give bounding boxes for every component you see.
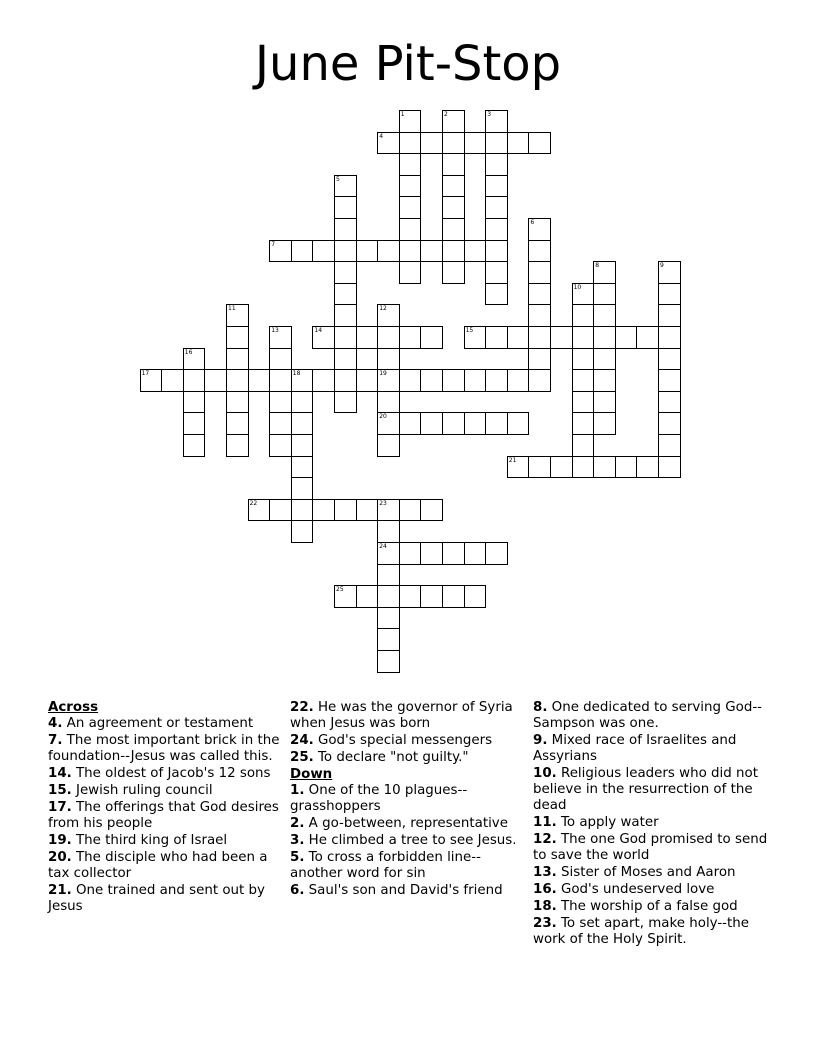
grid-cell[interactable] bbox=[226, 369, 249, 392]
clue-item bbox=[290, 783, 518, 815]
grid-cell[interactable] bbox=[312, 326, 335, 349]
grid-cell[interactable] bbox=[399, 542, 422, 565]
grid-cell[interactable] bbox=[485, 132, 508, 155]
clue-item bbox=[533, 916, 773, 948]
grid-cell[interactable] bbox=[442, 110, 465, 133]
grid-cell[interactable] bbox=[399, 585, 422, 608]
grid-cell[interactable] bbox=[658, 369, 681, 392]
grid-cell[interactable] bbox=[377, 132, 400, 155]
grid-cell[interactable] bbox=[658, 434, 681, 457]
grid-cell[interactable] bbox=[442, 412, 465, 435]
grid-cell[interactable] bbox=[226, 348, 249, 371]
grid-cell[interactable] bbox=[442, 196, 465, 219]
clues-column-2 bbox=[290, 700, 518, 900]
grid-cell[interactable] bbox=[312, 240, 335, 263]
clue-number-label: 12. bbox=[533, 832, 557, 847]
grid-cell[interactable] bbox=[334, 196, 357, 219]
clue-number-label: 25. bbox=[290, 750, 314, 765]
clue-number-label: 22. bbox=[290, 700, 314, 715]
clue-number-label: 17. bbox=[48, 800, 72, 815]
grid-cell[interactable] bbox=[572, 456, 595, 479]
clue-number-label: 8. bbox=[533, 700, 548, 715]
clue-item bbox=[533, 815, 773, 831]
grid-cell[interactable] bbox=[550, 326, 573, 349]
clue-text: The worship of a false god bbox=[556, 899, 738, 914]
grid-cell[interactable] bbox=[442, 218, 465, 241]
grid-cell[interactable] bbox=[528, 132, 551, 155]
grid-cell[interactable] bbox=[485, 175, 508, 198]
grid-cell[interactable] bbox=[356, 499, 379, 522]
grid-cell[interactable] bbox=[658, 391, 681, 414]
grid-cell[interactable] bbox=[442, 369, 465, 392]
grid-cell[interactable] bbox=[658, 261, 681, 284]
grid-cell[interactable] bbox=[485, 110, 508, 133]
clue-number: 16 bbox=[184, 348, 193, 356]
clue-number: 22 bbox=[249, 499, 258, 507]
clue-text: God's undeserved love bbox=[556, 882, 715, 897]
page-title: June Pit-Stop bbox=[254, 36, 562, 92]
grid-cell[interactable] bbox=[356, 585, 379, 608]
grid-cell[interactable] bbox=[377, 564, 400, 587]
grid-cell[interactable] bbox=[485, 240, 508, 263]
grid-cell[interactable] bbox=[269, 240, 292, 263]
grid-cell[interactable] bbox=[572, 391, 595, 414]
grid-cell[interactable] bbox=[420, 585, 443, 608]
grid-cell[interactable] bbox=[377, 628, 400, 651]
clue-number: 25 bbox=[336, 586, 344, 594]
grid-cell[interactable] bbox=[507, 456, 530, 479]
clue-item bbox=[48, 766, 280, 782]
clue-number-label: 21. bbox=[48, 883, 72, 898]
clue-number-label: 13. bbox=[533, 865, 557, 880]
grid-cell[interactable] bbox=[291, 477, 314, 500]
grid-cell[interactable] bbox=[226, 434, 249, 457]
grid-cell[interactable] bbox=[334, 175, 357, 198]
clue-item bbox=[533, 733, 773, 765]
grid-cell[interactable] bbox=[658, 456, 681, 479]
grid-cell[interactable] bbox=[442, 175, 465, 198]
clue-number: 17 bbox=[141, 370, 150, 378]
grid-cell[interactable] bbox=[399, 412, 422, 435]
grid-cell[interactable] bbox=[507, 132, 530, 155]
grid-cell[interactable] bbox=[658, 283, 681, 306]
grid-cell[interactable] bbox=[334, 240, 357, 263]
grid-cell[interactable] bbox=[399, 326, 422, 349]
across-clue-list bbox=[48, 716, 280, 915]
clue-number: 8 bbox=[595, 262, 600, 270]
grid-cell[interactable] bbox=[550, 456, 573, 479]
grid-cell[interactable] bbox=[377, 585, 400, 608]
grid-cell[interactable] bbox=[420, 369, 443, 392]
grid-cell[interactable] bbox=[528, 348, 551, 371]
clue-number: 13 bbox=[271, 327, 279, 334]
grid-cell[interactable] bbox=[442, 153, 465, 176]
grid-cell[interactable] bbox=[593, 369, 616, 392]
grid-cell[interactable] bbox=[464, 326, 487, 349]
grid-cell[interactable] bbox=[572, 369, 595, 392]
clue-item bbox=[290, 833, 518, 849]
grid-cell[interactable] bbox=[312, 369, 335, 392]
grid-cell[interactable] bbox=[615, 326, 638, 349]
grid-cell[interactable] bbox=[593, 456, 616, 479]
clue-item bbox=[48, 850, 280, 882]
grid-cell[interactable] bbox=[636, 326, 659, 349]
clue-item bbox=[533, 882, 773, 898]
grid-cell[interactable] bbox=[572, 304, 595, 327]
clue-item bbox=[48, 833, 280, 849]
grid-cell[interactable] bbox=[269, 391, 292, 414]
clue-text: The third king of Israel bbox=[71, 833, 228, 848]
grid-cell[interactable] bbox=[334, 348, 357, 371]
grid-cell[interactable] bbox=[291, 412, 314, 435]
clue-number: 4 bbox=[379, 132, 384, 140]
clue-number-label: 2. bbox=[290, 816, 305, 831]
clue-number: 9 bbox=[660, 262, 664, 270]
down-clue-list bbox=[290, 783, 518, 899]
grid-cell[interactable] bbox=[528, 218, 551, 241]
clue-number: 19 bbox=[379, 370, 387, 378]
grid-cell[interactable] bbox=[593, 412, 616, 435]
grid-cell[interactable] bbox=[161, 369, 184, 392]
grid-cell[interactable] bbox=[572, 412, 595, 435]
grid-cell[interactable] bbox=[356, 326, 379, 349]
grid-cell[interactable] bbox=[356, 240, 379, 263]
grid-cell[interactable] bbox=[572, 348, 595, 371]
grid-cell[interactable] bbox=[140, 369, 163, 392]
clue-number-label: 15. bbox=[48, 783, 72, 798]
grid-cell[interactable] bbox=[528, 283, 551, 306]
grid-cell[interactable] bbox=[377, 412, 400, 435]
grid-cell[interactable] bbox=[485, 326, 508, 349]
clue-text: Mixed race of Israelites and Assyrians bbox=[533, 733, 737, 764]
clue-number: 15 bbox=[465, 327, 474, 334]
clue-item bbox=[48, 716, 280, 732]
grid-cell[interactable] bbox=[442, 240, 465, 263]
grid-cell[interactable] bbox=[658, 304, 681, 327]
down-heading: Down bbox=[290, 767, 333, 782]
clue-number-label: 9. bbox=[533, 733, 548, 748]
grid-cell[interactable] bbox=[269, 348, 292, 371]
clue-number: 18 bbox=[292, 370, 301, 378]
clue-number-label: 19. bbox=[48, 833, 72, 848]
clue-number: 2 bbox=[444, 111, 448, 118]
clue-number-label: 3. bbox=[290, 833, 305, 848]
grid-cell[interactable] bbox=[528, 304, 551, 327]
clue-item bbox=[533, 899, 773, 915]
clue-item bbox=[290, 733, 518, 749]
grid-cell[interactable] bbox=[442, 585, 465, 608]
grid-cell[interactable] bbox=[269, 499, 292, 522]
grid-cell[interactable] bbox=[442, 261, 465, 284]
clue-number-label: 11. bbox=[533, 815, 557, 830]
grid-cell[interactable] bbox=[593, 348, 616, 371]
clue-text: The offerings that God desires from his people bbox=[48, 800, 279, 831]
grid-cell[interactable] bbox=[399, 218, 422, 241]
grid-cell[interactable] bbox=[377, 499, 400, 522]
across-clue-list-continued bbox=[290, 700, 518, 766]
grid-cell[interactable] bbox=[528, 369, 551, 392]
grid-cell[interactable] bbox=[334, 585, 357, 608]
clue-text: To cross a forbidden line--another word for sin bbox=[290, 850, 481, 881]
grid-cell[interactable] bbox=[269, 434, 292, 457]
grid-cell[interactable] bbox=[464, 412, 487, 435]
grid-cell[interactable] bbox=[464, 240, 487, 263]
grid-cell[interactable] bbox=[399, 196, 422, 219]
clue-item bbox=[48, 733, 280, 765]
grid-cell[interactable] bbox=[485, 218, 508, 241]
grid-cell[interactable] bbox=[485, 542, 508, 565]
clue-text: He climbed a tree to see Jesus. bbox=[304, 833, 517, 848]
grid-cell[interactable] bbox=[291, 520, 314, 543]
grid-cell[interactable] bbox=[291, 456, 314, 479]
clue-number-label: 20. bbox=[48, 850, 72, 865]
clue-number-label: 18. bbox=[533, 899, 557, 914]
clue-text: Saul's son and David's friend bbox=[304, 883, 503, 898]
grid-cell[interactable] bbox=[399, 499, 422, 522]
grid-cell[interactable] bbox=[377, 369, 400, 392]
grid-cell[interactable] bbox=[269, 412, 292, 435]
grid-cell[interactable] bbox=[420, 499, 443, 522]
grid-cell[interactable] bbox=[420, 132, 443, 155]
grid-cell[interactable] bbox=[377, 326, 400, 349]
clue-item bbox=[290, 850, 518, 882]
grid-cell[interactable] bbox=[399, 153, 422, 176]
grid-cell[interactable] bbox=[377, 304, 400, 327]
grid-cell[interactable] bbox=[593, 261, 616, 284]
grid-cell[interactable] bbox=[420, 326, 443, 349]
grid-cell[interactable] bbox=[291, 391, 314, 414]
clue-number-label: 14. bbox=[48, 766, 72, 781]
grid-cell[interactable] bbox=[399, 261, 422, 284]
clue-text: Sister of Moses and Aaron bbox=[556, 865, 736, 880]
clue-item bbox=[290, 816, 518, 832]
grid-cell[interactable] bbox=[269, 369, 292, 392]
clue-number: 14 bbox=[314, 327, 323, 334]
grid-cell[interactable] bbox=[528, 261, 551, 284]
clue-number-label: 16. bbox=[533, 882, 557, 897]
grid-cell[interactable] bbox=[420, 542, 443, 565]
clue-text: The disciple who had been a tax collector bbox=[48, 850, 268, 881]
clue-text: To set apart, make holy--the work of the Holy Spirit. bbox=[533, 916, 749, 947]
grid-cell[interactable] bbox=[420, 240, 443, 263]
clue-text: One trained and sent out by Jesus bbox=[48, 883, 265, 914]
across-heading: Across bbox=[48, 700, 99, 715]
clue-item bbox=[533, 766, 773, 814]
grid-cell[interactable] bbox=[485, 261, 508, 284]
grid-cell[interactable] bbox=[248, 499, 271, 522]
grid-cell[interactable] bbox=[377, 240, 400, 263]
clue-number-label: 6. bbox=[290, 883, 305, 898]
clue-item bbox=[533, 865, 773, 881]
clue-number: 20 bbox=[379, 413, 387, 421]
clue-number: 1 bbox=[400, 111, 405, 118]
grid-cell[interactable] bbox=[183, 348, 206, 371]
clue-text: Jewish ruling council bbox=[71, 783, 213, 798]
grid-cell[interactable] bbox=[528, 456, 551, 479]
down-clue-list-continued bbox=[533, 700, 773, 948]
grid-cell[interactable] bbox=[204, 369, 227, 392]
clue-number-label: 23. bbox=[533, 916, 557, 931]
clue-text: One of the 10 plagues--grasshoppers bbox=[290, 783, 468, 814]
grid-cell[interactable] bbox=[485, 412, 508, 435]
grid-cell[interactable] bbox=[248, 369, 271, 392]
grid-cell[interactable] bbox=[420, 412, 443, 435]
grid-cell[interactable] bbox=[442, 132, 465, 155]
grid-cell[interactable] bbox=[593, 283, 616, 306]
grid-cell[interactable] bbox=[226, 412, 249, 435]
grid-cell[interactable] bbox=[377, 542, 400, 565]
clue-item bbox=[48, 883, 280, 915]
grid-cell[interactable] bbox=[528, 240, 551, 263]
clue-text: To declare "not guilty." bbox=[313, 750, 469, 765]
grid-cell[interactable] bbox=[507, 326, 530, 349]
clue-text: Religious leaders who did not believe in the resurrection of the dead bbox=[533, 766, 758, 813]
clues-column-3 bbox=[533, 700, 773, 949]
clue-text: God's special messengers bbox=[313, 733, 493, 748]
grid-cell[interactable] bbox=[572, 283, 595, 306]
grid-cell[interactable] bbox=[485, 369, 508, 392]
clue-number-label: 1. bbox=[290, 783, 305, 798]
grid-cell[interactable] bbox=[334, 369, 357, 392]
grid-cell[interactable] bbox=[399, 110, 422, 133]
clue-text: An agreement or testament bbox=[62, 716, 254, 731]
clue-text: He was the governor of Syria when Jesus was born bbox=[290, 700, 513, 731]
grid-cell[interactable] bbox=[334, 391, 357, 414]
grid-cell[interactable] bbox=[334, 218, 357, 241]
grid-cell[interactable] bbox=[377, 391, 400, 414]
clue-item bbox=[533, 832, 773, 864]
grid-cell[interactable] bbox=[226, 391, 249, 414]
clue-number: 10 bbox=[573, 283, 582, 291]
grid-cell[interactable] bbox=[528, 326, 551, 349]
clues-column-1 bbox=[48, 700, 280, 916]
grid-cell[interactable] bbox=[507, 369, 530, 392]
grid-cell[interactable] bbox=[291, 369, 314, 392]
grid-cell[interactable] bbox=[572, 434, 595, 457]
clue-text: One dedicated to serving God--Sampson was one. bbox=[533, 700, 762, 731]
grid-cell[interactable] bbox=[183, 412, 206, 435]
grid-cell[interactable] bbox=[658, 412, 681, 435]
clue-text: The oldest of Jacob's 12 sons bbox=[71, 766, 271, 781]
grid-cell[interactable] bbox=[334, 283, 357, 306]
grid-cell[interactable] bbox=[377, 348, 400, 371]
grid-cell[interactable] bbox=[377, 434, 400, 457]
clue-number: 11 bbox=[228, 305, 236, 313]
grid-cell[interactable] bbox=[226, 304, 249, 327]
clue-number: 12 bbox=[379, 305, 387, 313]
clue-number-label: 5. bbox=[290, 850, 305, 865]
grid-cell[interactable] bbox=[485, 283, 508, 306]
grid-cell[interactable] bbox=[507, 412, 530, 435]
grid-cell[interactable] bbox=[464, 585, 487, 608]
clue-number-label: 7. bbox=[48, 733, 63, 748]
grid-cell[interactable] bbox=[334, 304, 357, 327]
grid-cell[interactable] bbox=[399, 369, 422, 392]
grid-cell[interactable] bbox=[312, 499, 335, 522]
grid-cell[interactable] bbox=[377, 607, 400, 630]
grid-cell[interactable] bbox=[485, 153, 508, 176]
clue-number: 6 bbox=[530, 219, 535, 226]
grid-cell[interactable] bbox=[377, 520, 400, 543]
grid-cell[interactable] bbox=[291, 240, 314, 263]
grid-cell[interactable] bbox=[658, 326, 681, 349]
grid-cell[interactable] bbox=[464, 369, 487, 392]
grid-cell[interactable] bbox=[183, 369, 206, 392]
grid-cell[interactable] bbox=[593, 326, 616, 349]
grid-cell[interactable] bbox=[593, 304, 616, 327]
clue-number: 7 bbox=[271, 240, 276, 248]
grid-cell[interactable] bbox=[183, 391, 206, 414]
grid-cell[interactable] bbox=[291, 434, 314, 457]
grid-cell[interactable] bbox=[183, 434, 206, 457]
clue-number: 21 bbox=[508, 456, 517, 464]
clue-number: 24 bbox=[379, 543, 387, 550]
clue-item bbox=[290, 883, 518, 899]
grid-cell[interactable] bbox=[464, 542, 487, 565]
grid-cell[interactable] bbox=[377, 650, 400, 673]
grid-cell[interactable] bbox=[334, 499, 357, 522]
clue-item bbox=[48, 783, 280, 799]
clue-number: 5 bbox=[336, 175, 340, 183]
grid-cell[interactable] bbox=[334, 261, 357, 284]
grid-cell[interactable] bbox=[356, 369, 379, 392]
clue-number-label: 24. bbox=[290, 733, 314, 748]
grid-cell[interactable] bbox=[658, 348, 681, 371]
grid-cell[interactable] bbox=[636, 456, 659, 479]
clue-number-label: 4. bbox=[48, 716, 63, 731]
grid-cell[interactable] bbox=[269, 326, 292, 349]
clue-item bbox=[48, 800, 280, 832]
grid-cell[interactable] bbox=[464, 132, 487, 155]
grid-cell[interactable] bbox=[334, 326, 357, 349]
grid-cell[interactable] bbox=[615, 456, 638, 479]
grid-cell[interactable] bbox=[399, 240, 422, 263]
grid-cell[interactable] bbox=[442, 542, 465, 565]
grid-cell[interactable] bbox=[399, 132, 422, 155]
clue-text: The one God promised to send to save the world bbox=[533, 832, 768, 863]
grid-cell[interactable] bbox=[593, 391, 616, 414]
clue-number-label: 10. bbox=[533, 766, 557, 781]
clue-item bbox=[290, 750, 518, 766]
grid-cell[interactable] bbox=[291, 499, 314, 522]
grid-cell[interactable] bbox=[572, 326, 595, 349]
clue-text: A go-between, representative bbox=[304, 816, 508, 831]
clue-text: To apply water bbox=[556, 815, 659, 830]
clue-item bbox=[290, 700, 518, 732]
grid-cell[interactable] bbox=[399, 175, 422, 198]
clue-item bbox=[533, 700, 773, 732]
grid-cell[interactable] bbox=[226, 326, 249, 349]
grid-cell[interactable] bbox=[485, 196, 508, 219]
clue-number: 3 bbox=[487, 111, 492, 118]
clue-text: The most important brick in the foundation--Jesus was called this. bbox=[48, 733, 280, 764]
clue-number: 23 bbox=[379, 499, 387, 507]
